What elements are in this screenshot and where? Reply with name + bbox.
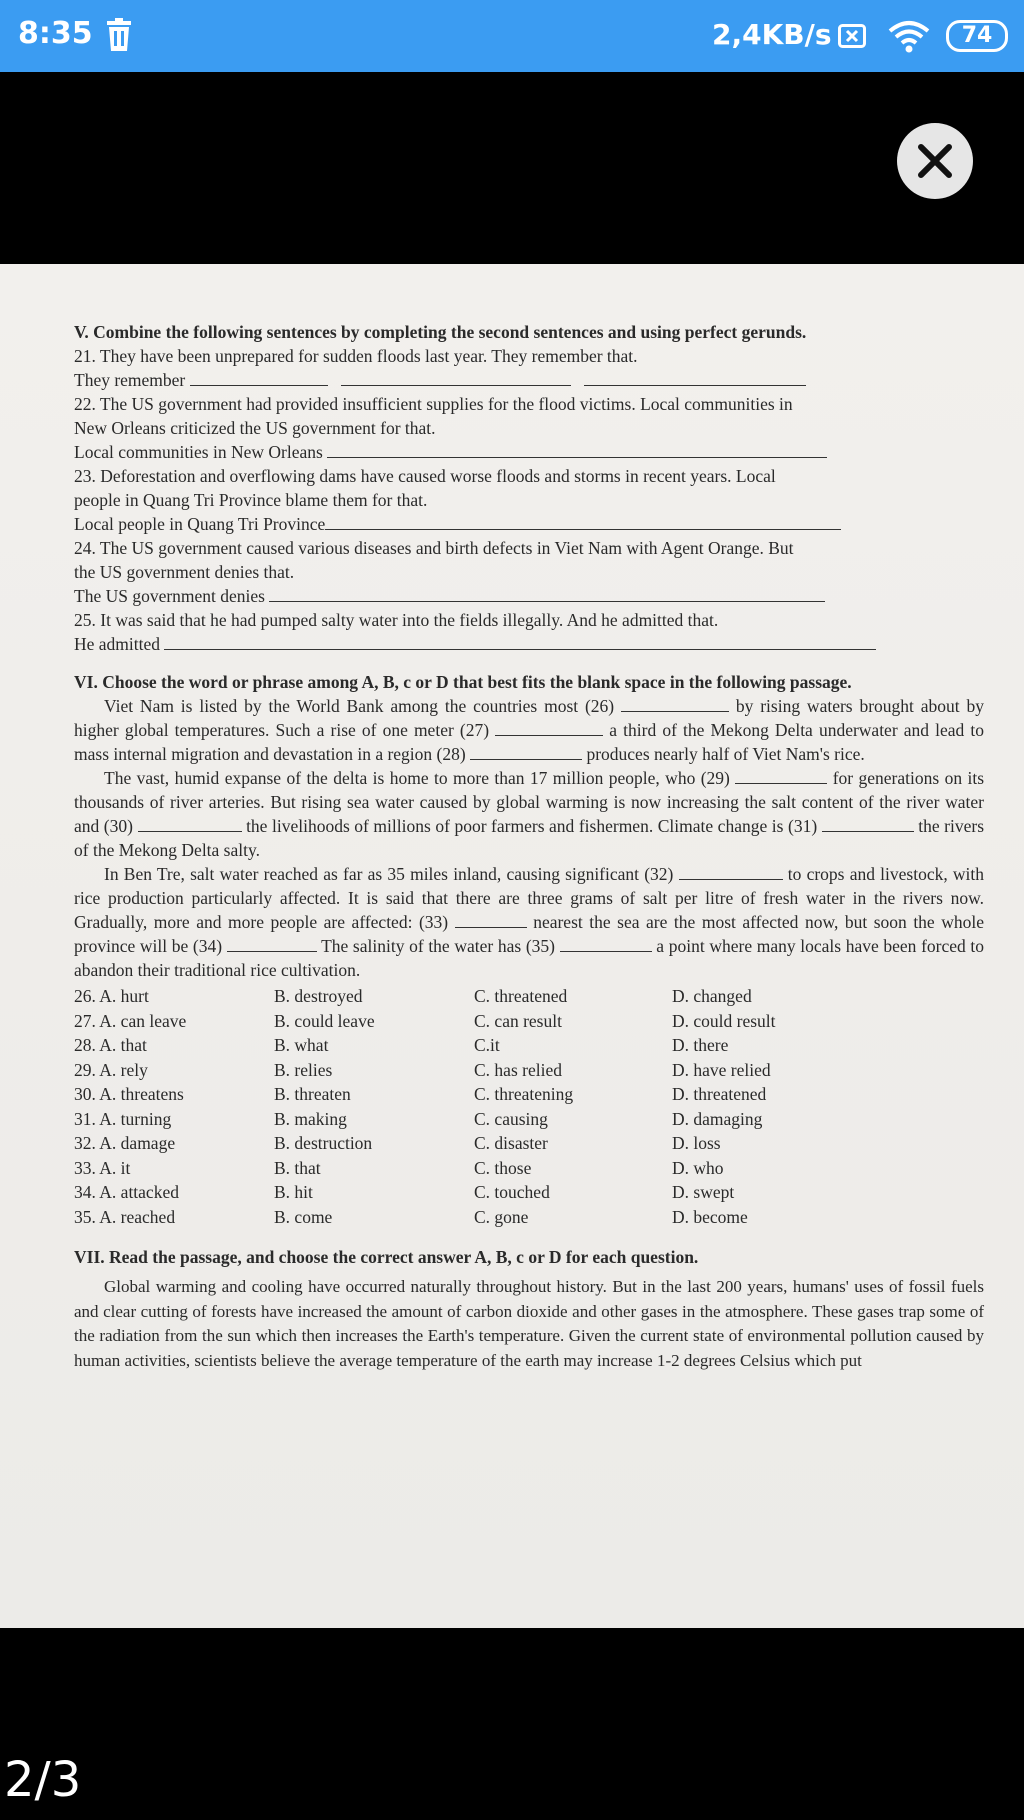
option-c: C. has relied bbox=[474, 1059, 562, 1080]
close-icon bbox=[915, 141, 955, 181]
section7-heading: VII. Read the passage, and choose the correct answer A, B, c or D for each question. bbox=[74, 1247, 699, 1267]
option-c: C. gone bbox=[474, 1206, 529, 1227]
passage-paragraph-2: The vast, humid expanse of the delta is home to more than 17 million people, who (29) for generations on its thousands of river arteries. But rising sea water caused by global warming is now increasing the salt content of the river water and (30) the livelihoods of millions of poor farmers and fishermen. Climate change is (31) the rivers of the Mekong Delta salty. bbox=[74, 768, 985, 860]
question-25: 25. It was said that he had pumped salty water into the fields illegally. And he admitted that. bbox=[74, 610, 719, 630]
status-time: 8:35 bbox=[18, 16, 93, 51]
option-a: 32. A. damage bbox=[74, 1133, 176, 1153]
option-a: 34. A. attacked bbox=[74, 1182, 179, 1202]
option-c: C. threatening bbox=[474, 1084, 574, 1104]
option-a: 33. A. it bbox=[74, 1157, 131, 1178]
option-b: B. could leave bbox=[274, 1010, 375, 1031]
option-row bbox=[74, 1009, 974, 1034]
option-b: B. making bbox=[274, 1108, 347, 1129]
question-23-cont: people in Quang Tri Province blame them for that. bbox=[74, 490, 428, 510]
question-24-cont: the US government denies that. bbox=[74, 562, 295, 582]
option-b: B. relies bbox=[274, 1059, 333, 1080]
battery-indicator: 74 bbox=[946, 20, 1008, 52]
network-speed: 2,4KB/s bbox=[712, 18, 832, 51]
option-b: B. threaten bbox=[274, 1084, 351, 1104]
option-a: 27. A. can leave bbox=[74, 1010, 187, 1031]
option-d: D. have relied bbox=[672, 1059, 771, 1080]
section6-heading: VI. Choose the word or phrase among A, B, c or D that best fits the blank space in the following passage. bbox=[74, 672, 852, 692]
option-c: C. causing bbox=[474, 1108, 548, 1129]
option-d: D. who bbox=[672, 1157, 724, 1178]
option-row bbox=[74, 1058, 974, 1083]
question-21: 21. They have been unprepared for sudden floods last year. They remember that. bbox=[74, 346, 638, 366]
option-b: B. destroyed bbox=[274, 986, 363, 1006]
option-d: D. swept bbox=[672, 1182, 735, 1202]
option-b: B. come bbox=[274, 1206, 333, 1227]
worksheet bbox=[74, 320, 984, 1373]
option-a: 26. A. hurt bbox=[74, 986, 149, 1006]
option-c: C. threatened bbox=[474, 986, 568, 1006]
passage-paragraph-3: In Ben Tre, salt water reached as far as 35 miles inland, causing significant (32) to crops and livestock, with rice production particularly affected. It is said that there are three grams of salt per litre of fresh water in the rivers now. Gradually, more and more people are affected: (33) nearest the sea are the most affected now, but soon the whole province will be (34) The salinity of the water has (35) a point where many locals have been forced to abandon their traditional rice cultivation. bbox=[74, 864, 985, 980]
option-d: D. become bbox=[672, 1206, 748, 1227]
option-a: 31. A. turning bbox=[74, 1108, 172, 1129]
option-c: C. can result bbox=[474, 1010, 562, 1031]
close-box-icon bbox=[838, 24, 866, 48]
question-22: 22. The US government had provided insufficient supplies for the flood victims. Local communities in bbox=[74, 394, 793, 414]
answer-line-22: Local communities in New Orleans bbox=[74, 440, 984, 464]
option-d: D. changed bbox=[672, 986, 752, 1006]
option-a: 28. A. that bbox=[74, 1035, 147, 1055]
section7 bbox=[74, 1245, 984, 1373]
page-indicator: 2/3 bbox=[4, 1752, 82, 1808]
option-row bbox=[74, 1033, 974, 1058]
option-b: B. destruction bbox=[274, 1133, 373, 1153]
question-22-cont: New Orleans criticized the US government for that. bbox=[74, 418, 436, 438]
answer-line-25: He admitted bbox=[74, 632, 984, 656]
option-c: C. those bbox=[474, 1157, 532, 1178]
option-d: D. loss bbox=[672, 1133, 721, 1153]
answer-line-24: The US government denies bbox=[74, 584, 984, 608]
option-c: C.it bbox=[474, 1035, 500, 1055]
option-d: D. there bbox=[672, 1035, 729, 1055]
option-a: 30. A. threatens bbox=[74, 1084, 184, 1104]
document-photo[interactable] bbox=[0, 264, 1024, 1628]
option-a: 29. A. rely bbox=[74, 1059, 148, 1080]
option-row bbox=[74, 1205, 974, 1230]
option-d: D. could result bbox=[672, 1010, 776, 1031]
trash-icon bbox=[104, 18, 134, 52]
option-c: C. disaster bbox=[474, 1133, 548, 1153]
question-23: 23. Deforestation and overflowing dams have caused worse floods and storms in recent years. Local bbox=[74, 466, 776, 486]
option-row bbox=[74, 1131, 974, 1156]
question-24: 24. The US government caused various diseases and birth defects in Viet Nam with Agent Orange. But bbox=[74, 538, 794, 558]
option-b: B. what bbox=[274, 1035, 329, 1055]
option-row bbox=[74, 1082, 974, 1107]
option-d: D. damaging bbox=[672, 1108, 763, 1129]
option-d: D. threatened bbox=[672, 1084, 767, 1104]
section7-passage: Global warming and cooling have occurred naturally throughout history. But in the last 200 years, humans' uses of fossil fuels and clear cutting of forests have increased the amount of carbon dioxide and other gases in the atmosphere. These gases trap some of the radiation from the sun which then increases the Earth's temperature. Given the current state of environmental pollution caused by human activities, scientists believe the average temperature of the earth may increase 1-2 degrees Celsius which put bbox=[74, 1277, 984, 1370]
option-row bbox=[74, 1107, 974, 1132]
wifi-icon bbox=[888, 20, 930, 54]
option-row bbox=[74, 1156, 974, 1181]
option-a: 35. A. reached bbox=[74, 1206, 176, 1227]
section5-heading: V. Combine the following sentences by completing the second sentences and using perfect gerunds. bbox=[74, 322, 807, 342]
answer-options bbox=[74, 984, 974, 1229]
answer-line-21: They remember bbox=[74, 368, 984, 392]
option-b: B. hit bbox=[274, 1182, 313, 1202]
close-button[interactable] bbox=[897, 123, 973, 199]
status-bar bbox=[0, 0, 1024, 72]
passage-paragraph-1: Viet Nam is listed by the World Bank among the countries most (26) by rising waters brought about by higher global temperatures. Such a rise of one meter (27) a third of the Mekong Delta underwater and lead to mass internal migration and devastation in a region (28) produces nearly half of Viet Nam's rice. bbox=[74, 696, 985, 764]
option-b: B. that bbox=[274, 1157, 321, 1178]
answer-line-23: Local people in Quang Tri Province bbox=[74, 512, 984, 536]
option-row bbox=[74, 984, 974, 1009]
option-row bbox=[74, 1180, 974, 1205]
option-c: C. touched bbox=[474, 1182, 550, 1202]
